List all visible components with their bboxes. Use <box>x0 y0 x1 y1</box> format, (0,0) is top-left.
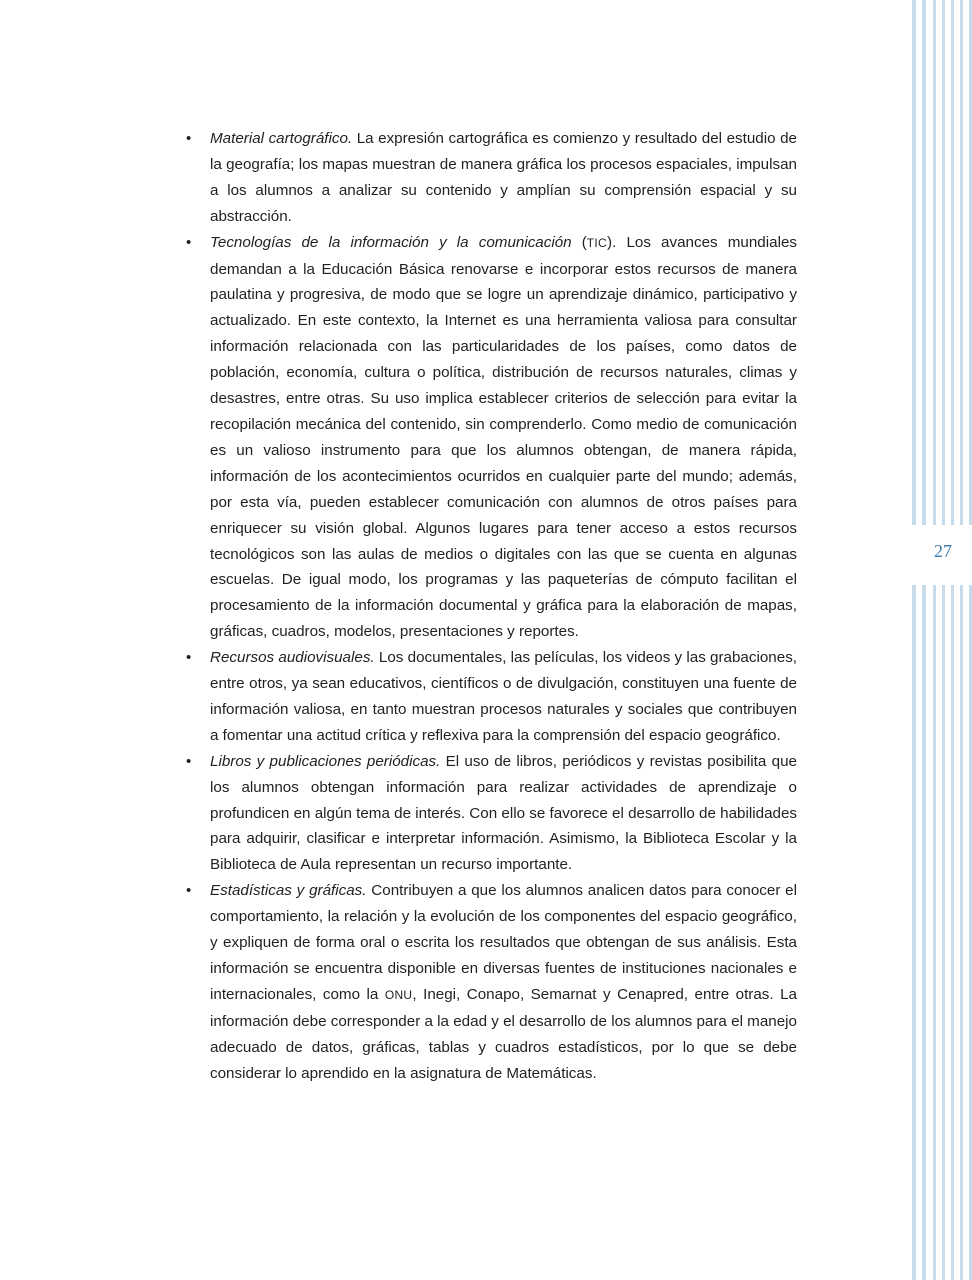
margin-stripe <box>922 0 926 1280</box>
item-term: Tecnologías de la información y la comunicación <box>210 233 572 251</box>
item-abbreviation: TIC <box>586 235 608 250</box>
list-item-estadisticas-graficas <box>186 878 798 1086</box>
bullet-icon: • <box>186 882 192 900</box>
item-abbr-close: ). <box>607 233 617 251</box>
margin-stripe <box>951 0 954 1280</box>
item-text: Los avances mundiales demandan a la Educación Básica renovarse e incorporar estos recursos de manera paulatina y progresiva, de modo que se logre un aprendizaje dinámico, participativo y actualizado. En este contexto, la Internet es una herramienta valiosa para consultar información relacionada con las particularidades de los países, como datos de población, economía, cultura o política, distribución de recursos naturales, climas y desastres, entre otras. Su uso implica establecer criterios de selección para evitar la recopilación mecánica del contenido, sin comprenderlo. Como medio de comunicación es un valioso instrumento para que los alumnos obtengan, de manera rápida, información de los acontecimientos ocurridos en cualquier parte del mundo; además, por esta vía, pueden establecer comunicación con alumnos de otros países para enriquecer su visión global. Algunos lugares para tener acceso a estos recursos tecnológicos son las aulas de medios o digitales con las que se cuenta en algunas escuelas. De igual modo, los programas y las paqueterías de cómputo facilitan el procesamiento de la información documental y gráfica para la elaboración de mapas, gráficas, cuadros, modelos, presentaciones y reportes. <box>210 233 797 641</box>
item-text-after: , Inegi, Conapo, Semarnat y Cenapred, entre otras. La información debe corresponder a la edad y el desarrollo de los alumnos para el manejo adecuado de datos, gráficas, tablas y cuadros estadísticos, por lo que se debe considerar lo aprendido en la asignatura de Matemáticas. <box>210 985 798 1082</box>
item-abbreviation: ONU <box>384 987 413 1002</box>
bullet-icon: • <box>186 649 192 667</box>
margin-stripe <box>912 0 916 1280</box>
margin-stripe <box>933 0 936 1280</box>
page-number: 27 <box>934 541 952 561</box>
item-term: Recursos audiovisuales. <box>210 649 375 667</box>
page-body <box>186 126 798 1087</box>
item-text: El uso de libros, periódicos y revistas posibilita que los alumnos obtengan información para realizar actividades de aprendizaje o profundicen en algún tema de interés. Con ello se favorece el desarrollo de habilidades para adquirir, clasificar e interpretar información. Asimismo, la Biblioteca Escolar y la Biblioteca de Aula representan un recurso importante. <box>210 752 797 874</box>
item-term: Libros y publicaciones periódicas. <box>210 752 441 770</box>
bullet-icon: • <box>186 752 192 770</box>
bullet-icon: • <box>186 130 192 147</box>
margin-stripe <box>960 0 963 1280</box>
list-item-tic <box>186 230 797 646</box>
margin-stripes-decoration <box>910 0 972 1280</box>
item-abbr-open: ( <box>571 233 587 251</box>
item-term: Estadísticas y gráficas. <box>210 882 367 900</box>
item-term: Material cartográfico. <box>210 130 353 147</box>
item-text-before: Contribuyen a que los alumnos analicen datos para conocer el comportamiento, la relación y la evolución de los componentes del espacio geográfico, y expliquen de forma oral o escrita los resultados que obtengan de sus análisis. Esta información se encuentra disponible en diversas fuentes de instituciones nacionales e internacionales, como la <box>210 882 798 1003</box>
list-item-recursos-audiovisuales <box>186 645 798 749</box>
item-text: La expresión cartográfica es comienzo y resultado del estudio de la geografía; los mapas muestran de manera gráfica los procesos espaciales, impulsan a los alumnos a analizar su contenido y amplían su comprensión espacial y su abstracción. <box>210 130 797 225</box>
margin-stripe <box>942 0 945 1280</box>
resource-list <box>186 126 798 1087</box>
item-text: Los documentales, las películas, los videos y las grabaciones, entre otros, ya sean educativos, científicos o de divulgación, constituyen una fuente de información valiosa, en tanto muestran procesos naturales y sociales que contribuyen a fomentar una actitud crítica y reflexiva para la comprensión del espacio geográfico. <box>210 649 798 744</box>
list-item-material-cartografico <box>186 126 797 230</box>
bullet-icon: • <box>186 233 192 251</box>
list-item-libros-publicaciones <box>186 749 797 879</box>
